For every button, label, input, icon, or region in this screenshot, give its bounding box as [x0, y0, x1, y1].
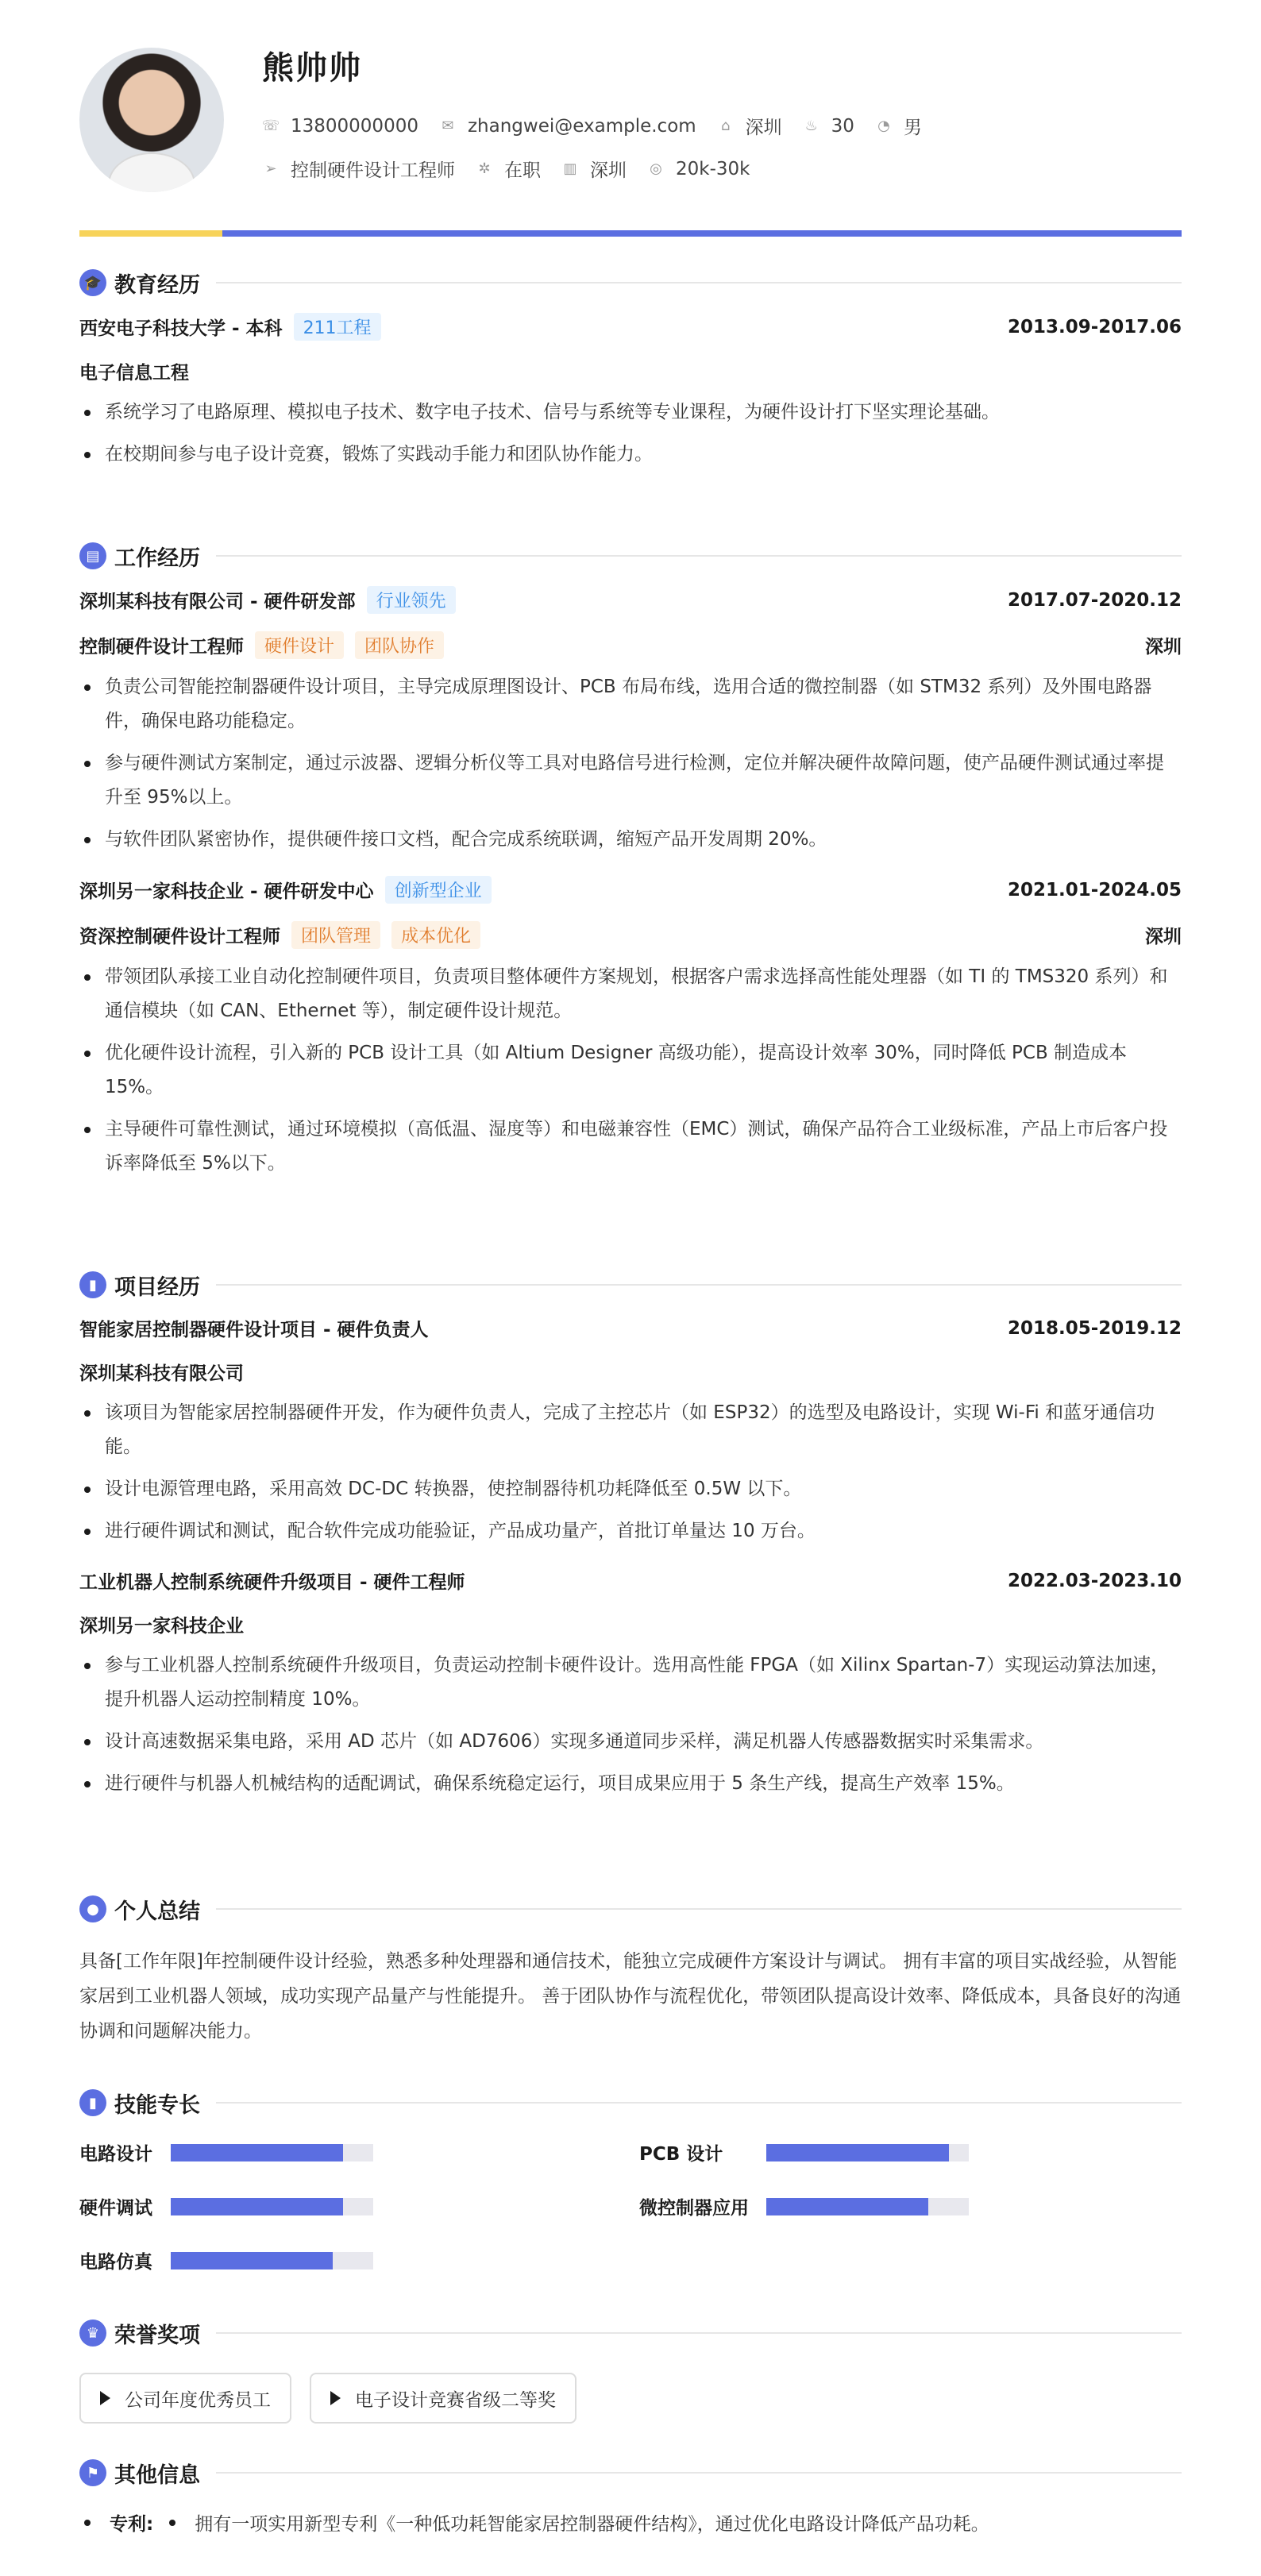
award-name: 公司年度优秀员工 — [125, 2389, 271, 2411]
major-row — [79, 358, 1182, 384]
phone-icon: ☏ — [261, 118, 280, 134]
list-item: 主导硬件可靠性测试，通过环境模拟（高低温、湿度等）和电磁兼容性（EMC）测试，确保产品符合工业级标准，产品上市后客户投诉率降低至 5%以下。 — [79, 1113, 1182, 1181]
company-name: 深圳某科技有限公司 - 硬件研发部 — [79, 592, 356, 612]
skill-name: PCB 设计 — [639, 2144, 723, 2165]
project-row — [79, 1568, 1182, 1594]
skill-item — [79, 2193, 373, 2219]
summary-text: 具备[工作年限]年控制硬件设计经验，熟悉多种处理器和通信技术，能独立完成硬件方案设计与调试。 拥有丰富的项目实战经验，从智能家居到工业机器人领域，成功实现产品量产与性能提升。 善于团队协作与流程优化，带领团队提高设计效率、降低成本，具备良好的沟通协调和问题解决能力。 — [79, 1951, 1182, 2042]
list-item: 设计电源管理电路，采用高效 DC-DC 转换器，使控制器待机功耗降低至 0.5W 以下。 — [79, 1472, 1182, 1506]
list-item: 与软件团队紧密协作，提供硬件接口文档，配合完成系统联调，缩短产品开发周期 20%。 — [79, 823, 1182, 857]
skill-level-bar — [171, 2198, 343, 2215]
education-row — [79, 313, 1182, 341]
major: 电子信息工程 — [79, 363, 189, 384]
chart-icon: ▮ — [79, 2089, 106, 2116]
company-row — [79, 876, 1182, 904]
education-date: 2013.09-2017.06 — [1007, 316, 1182, 337]
education-bullets — [79, 395, 1182, 472]
role-tag: 团队协作 — [355, 631, 444, 659]
job-date: 2021.01-2024.05 — [1007, 879, 1182, 900]
skill-name: 电路仿真 — [79, 2252, 152, 2273]
salary-icon: ◎ — [650, 160, 662, 177]
list-item: 优化硬件设计流程，引入新的 PCB 设计工具（如 Altium Designer 高级功能），提高设计效率 30%，同时降低 PCB 制造成本 15%。 — [79, 1036, 1182, 1105]
skill-name: 硬件调试 — [79, 2198, 152, 2219]
section-title: 教育经历 — [114, 272, 200, 298]
role-tag: 团队管理 — [291, 921, 380, 949]
job-date: 2017.07-2020.12 — [1007, 589, 1182, 611]
awards-list — [79, 2373, 1182, 2424]
other-value: 拥有一项实用新型专利《一种低功耗智能家居控制器硬件结构》，通过优化电路设计降低产品功耗。 — [195, 2514, 989, 2535]
email-icon: ✉ — [442, 118, 454, 134]
project-org-row — [79, 1359, 1182, 1385]
work-section — [79, 540, 1182, 1181]
job-bullets — [79, 960, 1182, 1181]
role-title: 资深控制硬件设计工程师 — [79, 927, 280, 947]
job-bullets — [79, 670, 1182, 857]
list-item: 在校期间参与电子设计竞赛，锻炼了实践动手能力和团队协作能力。 — [79, 438, 1182, 472]
header-divider — [79, 230, 1182, 237]
list-item: 该项目为智能家居控制器硬件开发，作为硬件负责人，完成了主控芯片（如 ESP32）的选型及电路设计，实现 Wi-Fi 和蓝牙通信功能。 — [79, 1396, 1182, 1464]
award-name: 电子设计竞赛省级二等奖 — [355, 2389, 556, 2411]
summary-section — [79, 1893, 1182, 2049]
section-title: 个人总结 — [114, 1899, 200, 1924]
company-name: 深圳另一家科技企业 - 硬件研发中心 — [79, 881, 374, 902]
job-city: 深圳 — [1145, 637, 1182, 657]
status-icon: ✲ — [478, 160, 491, 177]
role-row — [79, 631, 1182, 659]
building-icon: ▥ — [563, 160, 577, 177]
job-city: 深圳 — [1145, 927, 1182, 947]
salary: 20k-30k — [676, 158, 750, 179]
award-chip — [79, 2373, 291, 2424]
role-row — [79, 921, 1182, 949]
role-title: 控制硬件设计工程师 — [79, 637, 244, 657]
list-item: 带领团队承接工业自动化控制硬件项目，负责项目整体硬件方案规划，根据客户需求选择高性能处理器（如 TI 的 TMS320 系列）和通信模块（如 CAN、Ethernet 等），制定硬件设计规范。 — [79, 960, 1182, 1028]
skill-level-bar — [171, 2144, 343, 2161]
send-icon: ➢ — [264, 160, 277, 177]
other-item — [79, 2509, 1182, 2536]
skill-item — [639, 2193, 969, 2219]
school-name: 西安电子科技大学 - 本科 — [79, 318, 283, 339]
skill-item — [79, 2247, 373, 2273]
skill-level-bar — [766, 2144, 949, 2161]
role-tag: 成本优化 — [391, 921, 480, 949]
list-item: 参与硬件测试方案制定，通过示波器、逻辑分析仪等工具对电路信号进行检测，定位并解决硬件故障问题，使产品硬件测试通过率提升至 95%以上。 — [79, 746, 1182, 815]
list-item: 设计高速数据采集电路，采用 AD 芯片（如 AD7606）实现多通道同步采样，满足机器人传感器数据实时采集需求。 — [79, 1725, 1182, 1759]
user-icon: ● — [79, 1895, 106, 1922]
projects-section — [79, 1269, 1182, 1801]
gender-icon: ◔ — [877, 118, 890, 134]
other-key: 专利: — [110, 2514, 154, 2535]
project-org-row — [79, 1611, 1182, 1637]
skill-item — [79, 2139, 373, 2165]
company-tag: 行业领先 — [367, 586, 456, 614]
skill-name: 微控制器应用 — [639, 2198, 749, 2219]
skill-name: 电路设计 — [79, 2144, 152, 2165]
info-icon: ⚑ — [79, 2459, 106, 2486]
award-chip — [310, 2373, 577, 2424]
section-title: 项目经历 — [114, 1275, 200, 1300]
list-item: 进行硬件与机器人机械结构的适配调试，确保系统稳定运行，项目成果应用于 5 条生产线，提高生产效率 15%。 — [79, 1767, 1182, 1801]
location: 深圳 — [745, 118, 782, 138]
section-title: 工作经历 — [114, 546, 200, 571]
graduation-cap-icon: 🎓 — [79, 269, 106, 296]
company-row — [79, 586, 1182, 614]
project-date: 2022.03-2023.10 — [1007, 1570, 1182, 1591]
project-name: 工业机器人控制系统硬件升级项目 - 硬件工程师 — [79, 1572, 465, 1593]
project-bullets — [79, 1396, 1182, 1548]
play-icon — [100, 2391, 110, 2405]
school-tag: 211工程 — [294, 313, 381, 341]
section-title: 技能专长 — [114, 2092, 200, 2118]
project-row — [79, 1315, 1182, 1341]
project-org: 深圳另一家科技企业 — [79, 1616, 244, 1637]
skill-level-bar — [171, 2252, 333, 2269]
candidate-name: 熊帅帅 — [262, 50, 362, 87]
chart-icon: ▮ — [79, 1271, 106, 1298]
target-city: 深圳 — [590, 160, 627, 181]
role-tag: 硬件设计 — [255, 631, 344, 659]
email: zhangwei@example.com — [467, 115, 696, 137]
education-section — [79, 267, 1182, 472]
project-bullets — [79, 1649, 1182, 1801]
list-item: 负责公司智能控制器硬件设计项目，主导完成原理图设计、PCB 布局布线，选用合适的微控制器（如 STM32 系列）及外围电路器件，确保电路功能稳定。 — [79, 670, 1182, 738]
skills-section — [79, 2087, 1182, 2298]
project-org: 深圳某科技有限公司 — [79, 1363, 244, 1384]
play-icon — [330, 2391, 341, 2405]
contact-row — [262, 113, 943, 139]
list-item: 参与工业机器人控制系统硬件升级项目，负责运动控制卡硬件设计。选用高性能 FPGA（如 Xilinx Spartan-7）实现运动算法加速，提升机器人运动控制精度 10%。 — [79, 1649, 1182, 1717]
skills-grid — [79, 2139, 1182, 2298]
trophy-icon: ♛ — [79, 2320, 106, 2347]
job-intent-row — [262, 156, 770, 182]
section-title: 荣誉奖项 — [114, 2323, 200, 2348]
phone: 13800000000 — [291, 115, 418, 137]
list-item: 系统学习了电路原理、模拟电子技术、数字电子技术、信号与系统等专业课程，为硬件设计打下坚实理论基础。 — [79, 395, 1182, 430]
section-title: 其他信息 — [114, 2462, 200, 2488]
target-title: 控制硬件设计工程师 — [291, 160, 455, 181]
list-item: 进行硬件调试和测试，配合软件完成功能验证，产品成功量产，首批订单量达 10 万台。 — [79, 1514, 1182, 1548]
other-section — [79, 2457, 1182, 2536]
skill-item — [639, 2139, 969, 2165]
skill-level-bar — [766, 2198, 928, 2215]
awards-section — [79, 2317, 1182, 2424]
company-tag: 创新型企业 — [385, 876, 492, 904]
project-name: 智能家居控制器硬件设计项目 - 硬件负责人 — [79, 1320, 429, 1340]
project-date: 2018.05-2019.12 — [1007, 1317, 1182, 1339]
briefcase-icon: ▤ — [79, 542, 106, 569]
avatar — [79, 48, 224, 192]
resume-header — [79, 0, 1182, 230]
age: 30 — [831, 115, 854, 137]
job-status: 在职 — [504, 160, 541, 181]
gender: 男 — [903, 118, 922, 138]
home-icon: ⌂ — [720, 118, 731, 134]
cake-icon: ♨ — [804, 118, 818, 134]
